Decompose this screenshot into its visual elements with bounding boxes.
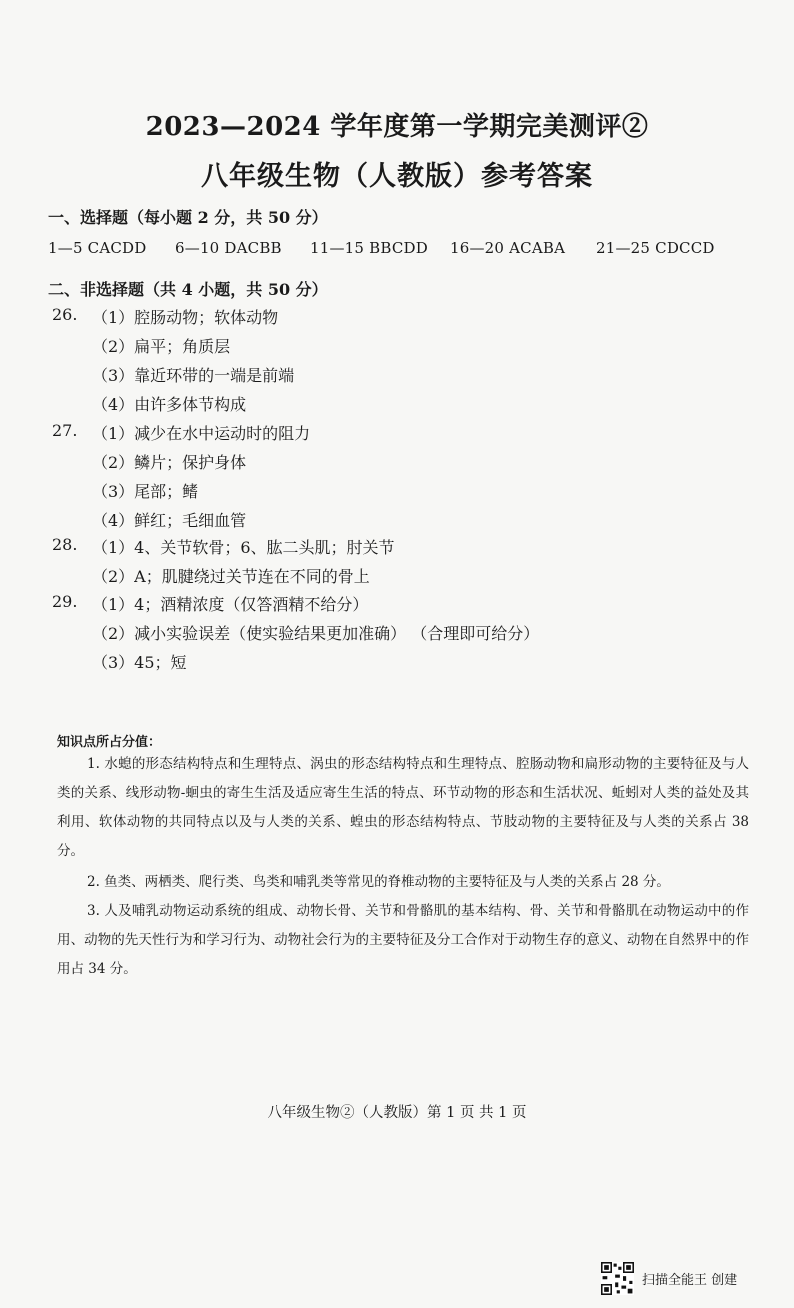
mc-answer-group: 1—5 CACDD bbox=[48, 239, 147, 257]
answer-line: （2）减小实验误差（使实验结果更加准确） （合理即可给分） bbox=[92, 624, 540, 643]
page-footer: 八年级生物②（人教版）第 1 页 共 1 页 bbox=[267, 1105, 527, 1121]
question-number: 26. bbox=[52, 305, 78, 324]
mc-answer-group: 16—20 ACABA bbox=[450, 239, 566, 257]
section2-heading: 二、非选择题（共 4 小题，共 50 分） bbox=[48, 280, 328, 299]
question-number: 29. bbox=[52, 592, 78, 611]
knowledge-paragraph: 2. 鱼类、两栖类、爬行类、鸟类和哺乳类等常见的脊椎动物的主要特征及与人类的关系占 28 分。 bbox=[87, 874, 670, 890]
page-title: 2023—2024 学年度第一学期完美测评② bbox=[145, 112, 649, 142]
mc-answer-group: 11—15 BBCDD bbox=[310, 239, 428, 257]
answer-line: （1）4；酒精浓度（仅答酒精不给分） bbox=[92, 595, 369, 614]
answer-line: （4）鲜红；毛细血管 bbox=[92, 511, 247, 530]
question-number: 27. bbox=[52, 421, 78, 440]
scanner-watermark bbox=[601, 1262, 737, 1295]
answer-line: （3）45；短 bbox=[92, 653, 187, 672]
answer-line: （2）扁平；角质层 bbox=[92, 337, 231, 356]
page-subtitle: 八年级生物（人教版）参考答案 bbox=[201, 161, 593, 192]
mc-answer-group: 21—25 CDCCD bbox=[596, 239, 715, 257]
answer-line: （3）尾部；鳍 bbox=[92, 482, 199, 501]
mc-answer-group: 6—10 DACBB bbox=[175, 239, 282, 257]
question-number: 28. bbox=[52, 535, 78, 554]
section1-heading: 一、选择题（每小题 2 分，共 50 分） bbox=[48, 208, 328, 227]
answer-line: （1）腔肠动物；软体动物 bbox=[92, 308, 279, 327]
answer-line: （2）鳞片；保护身体 bbox=[92, 453, 247, 472]
answer-line: （3）靠近环带的一端是前端 bbox=[92, 366, 295, 385]
answer-line: （2）A；肌腱绕过关节连在不同的骨上 bbox=[92, 567, 370, 586]
knowledge-paragraph: 3. 人及哺乳动物运动系统的组成、动物长骨、关节和骨骼肌的基本结构、骨、关节和骨骼肌在动物运动中的作用、动物的先天性行为和学习行为、动物社会行为的主要特征及分工合作对于动物生存的意义、动物在自然界中的作用占 34 分。 bbox=[57, 903, 749, 977]
qr-code-icon bbox=[601, 1262, 634, 1295]
knowledge-paragraph: 1. 水螅的形态结构特点和生理特点、涡虫的形态结构特点和生理特点、腔肠动物和扁形动物的主要特征及与人类的关系、线形动物-蛔虫的寄生生活及适应寄生生活的特点、环节动物的形态和生活状况、蚯蚓对人类的益处及其利用、软体动物的共同特点以及与人类的关系、蝗虫的形态结构特点、节肢动物的主要特征及与人类的关系占 38 分。 bbox=[57, 756, 749, 859]
knowledge-heading: 知识点所占分值： bbox=[57, 735, 162, 750]
answer-line: （4）由许多体节构成 bbox=[92, 395, 247, 414]
scanner-label: 扫描全能王 创建 bbox=[642, 1273, 738, 1288]
answer-line: （1）4、关节软骨；6、肱二头肌；肘关节 bbox=[92, 538, 395, 557]
answer-line: （1）减少在水中运动时的阻力 bbox=[92, 424, 311, 443]
